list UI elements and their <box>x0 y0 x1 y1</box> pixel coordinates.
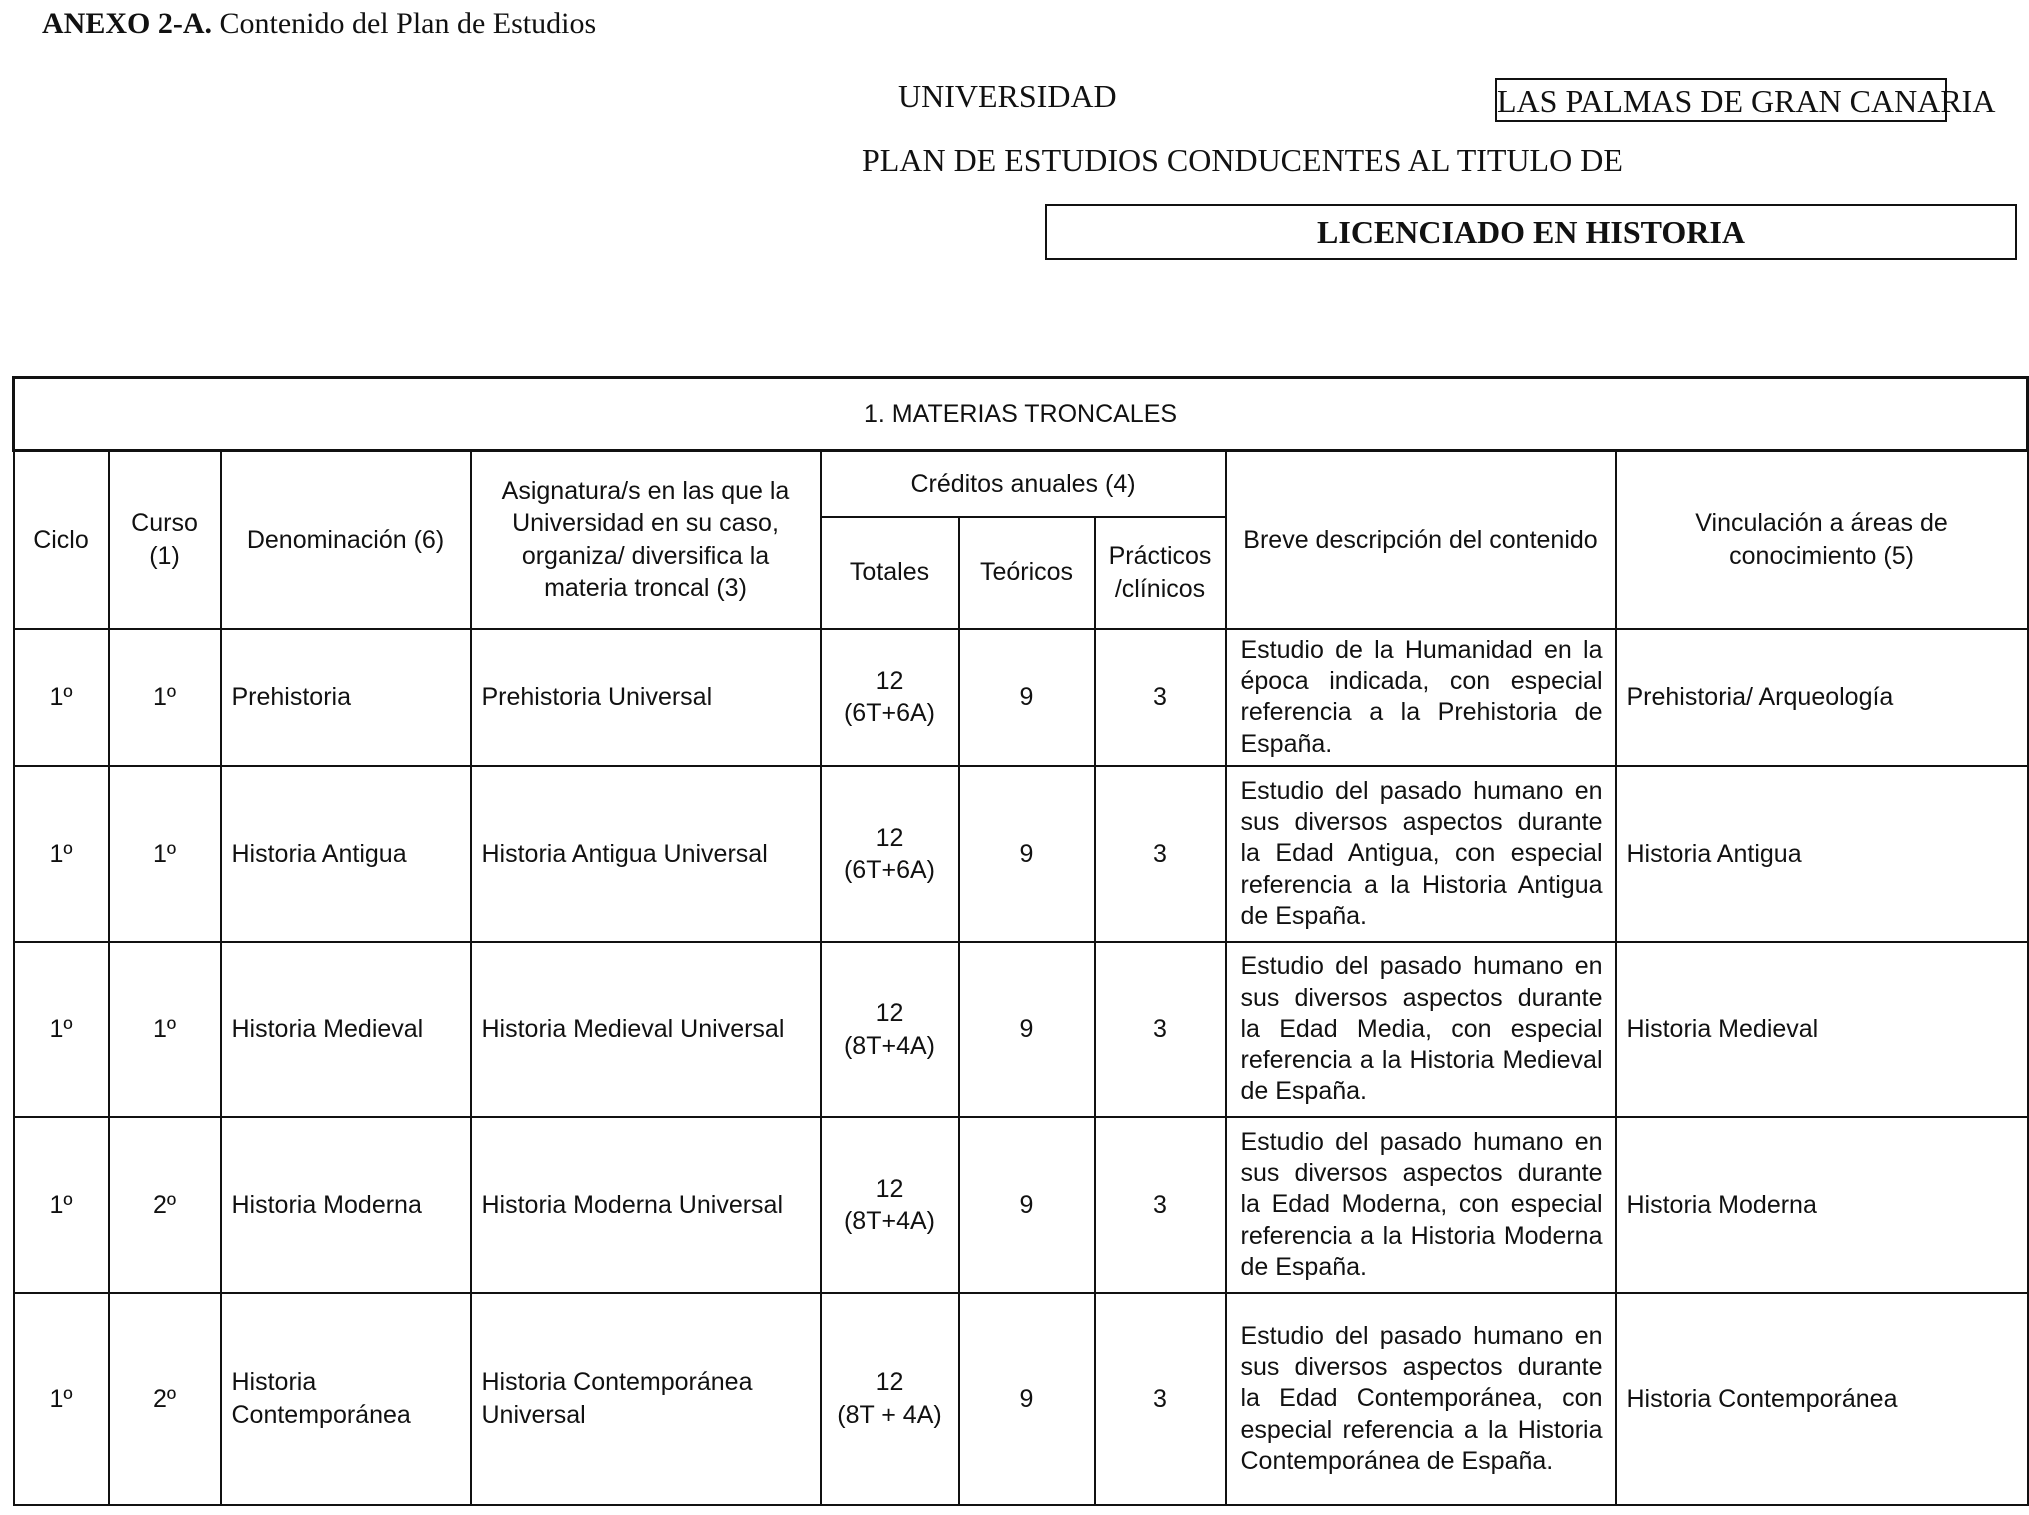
column-header-asignatura: Asignatura/s en las que la Universidad en su caso, organiza/ diversifica la materia troncal (3) <box>471 451 821 629</box>
totales-value: 12 <box>875 999 904 1027</box>
cell-totales <box>821 1293 959 1505</box>
university-label: UNIVERSIDAD <box>898 78 1117 114</box>
cell-ciclo: 1º <box>14 942 109 1118</box>
column-header-descripcion: Breve descripción del contenido <box>1226 451 1616 629</box>
cell-practicos: 3 <box>1095 1293 1226 1505</box>
cell-asignatura: Prehistoria Universal <box>471 629 821 767</box>
annex-heading <box>42 4 596 44</box>
cell-denominacion: Prehistoria <box>221 629 471 767</box>
totales-value: 12 <box>875 1174 904 1203</box>
totales-value: 12 <box>875 666 904 695</box>
cell-totales <box>821 942 959 1118</box>
column-header-curso: Curso (1) <box>109 451 221 629</box>
cell-curso: 1º <box>109 766 221 942</box>
column-header-denominacion: Denominación (6) <box>221 451 471 629</box>
cell-practicos: 3 <box>1095 766 1226 942</box>
cell-denominacion: Historia Medieval <box>221 942 471 1118</box>
cell-descripcion: Estudio del pasado humano en sus diversos aspectos durante la Edad Moderna, con especial referencia a la Historia Moderna de España. <box>1226 1117 1616 1293</box>
cell-denominacion: Historia Antigua <box>221 766 471 942</box>
table-row <box>14 1117 2028 1293</box>
cell-asignatura: Historia Contemporánea Universal <box>471 1293 821 1505</box>
column-header-totales: Totales <box>821 517 959 629</box>
cell-descripcion: Estudio de la Humanidad en la época indicada, con especial referencia a la Prehistoria de España. <box>1226 629 1616 767</box>
column-header-ciclo: Ciclo <box>14 451 109 629</box>
cell-totales <box>821 629 959 767</box>
cell-totales <box>821 766 959 942</box>
cell-teoricos: 9 <box>959 766 1095 942</box>
cell-teoricos: 9 <box>959 1117 1095 1293</box>
cell-curso: 2º <box>109 1293 221 1505</box>
cell-practicos: 3 <box>1095 942 1226 1118</box>
column-header-vinculacion: Vinculación a áreas de conocimiento (5) <box>1616 451 2028 629</box>
totales-detail: (8T+4A) <box>843 1207 935 1235</box>
cell-descripcion: Estudio del pasado humano en sus diversos aspectos durante la Edad Contemporánea, con especial referencia a la Historia Contemporánea de España. <box>1226 1293 1616 1505</box>
university-name-box: LAS PALMAS DE GRAN CANARIA <box>1495 78 1947 122</box>
cell-asignatura: Historia Medieval Universal <box>471 942 821 1118</box>
column-header-practicos: Prácticos /clínicos <box>1095 517 1226 629</box>
totales-detail: (8T+4A) <box>843 1031 935 1060</box>
cell-ciclo: 1º <box>14 1117 109 1293</box>
cell-teoricos: 9 <box>959 1293 1095 1505</box>
totales-detail: (6T+6A) <box>843 856 935 884</box>
cell-descripcion: Estudio del pasado humano en sus diversos aspectos durante la Edad Antigua, con especial referencia a la Historia Antigua de España. <box>1226 766 1616 942</box>
plan-title: PLAN DE ESTUDIOS CONDUCENTES AL TITULO DE <box>862 142 1623 178</box>
cell-ciclo: 1º <box>14 629 109 767</box>
cell-vinculacion: Prehistoria/ Arqueología <box>1616 629 2028 767</box>
table-row <box>14 1293 2028 1505</box>
cell-curso: 2º <box>109 1117 221 1293</box>
cell-vinculacion: Historia Antigua <box>1616 766 2028 942</box>
totales-detail: (6T+6A) <box>843 699 935 728</box>
cell-asignatura: Historia Moderna Universal <box>471 1117 821 1293</box>
degree-title-box: LICENCIADO EN HISTORIA <box>1045 204 2017 260</box>
cell-practicos: 3 <box>1095 629 1226 767</box>
cell-practicos: 3 <box>1095 1117 1226 1293</box>
cell-curso: 1º <box>109 629 221 767</box>
cell-denominacion: Historia Moderna <box>221 1117 471 1293</box>
cell-curso: 1º <box>109 942 221 1118</box>
annex-title: Contenido del Plan de Estudios <box>219 7 597 40</box>
cell-asignatura: Historia Antigua Universal <box>471 766 821 942</box>
annex-number: ANEXO 2-A. <box>42 7 212 40</box>
cell-teoricos: 9 <box>959 942 1095 1118</box>
column-header-creditos: Créditos anuales (4) <box>821 451 1226 517</box>
cell-descripcion: Estudio del pasado humano en sus diversos aspectos durante la Edad Media, con especial referencia a la Historia Medieval de España. <box>1226 942 1616 1118</box>
cell-vinculacion: Historia Medieval <box>1616 942 2028 1118</box>
table-row <box>14 766 2028 942</box>
totales-value: 12 <box>875 823 904 852</box>
table-row <box>14 942 2028 1118</box>
column-header-teoricos: Teóricos <box>959 517 1095 629</box>
materias-troncales-table <box>12 376 2029 1506</box>
table-row <box>14 629 2028 767</box>
cell-denominacion: Historia Contemporánea <box>221 1293 471 1505</box>
section-title: 1. MATERIAS TRONCALES <box>14 378 2028 451</box>
cell-teoricos: 9 <box>959 629 1095 767</box>
cell-totales <box>821 1117 959 1293</box>
cell-ciclo: 1º <box>14 766 109 942</box>
cell-ciclo: 1º <box>14 1293 109 1505</box>
cell-vinculacion: Historia Contemporánea <box>1616 1293 2028 1505</box>
cell-vinculacion: Historia Moderna <box>1616 1117 2028 1293</box>
totales-value: 12 <box>875 1368 904 1397</box>
totales-detail: (8T + 4A) <box>837 1400 942 1429</box>
